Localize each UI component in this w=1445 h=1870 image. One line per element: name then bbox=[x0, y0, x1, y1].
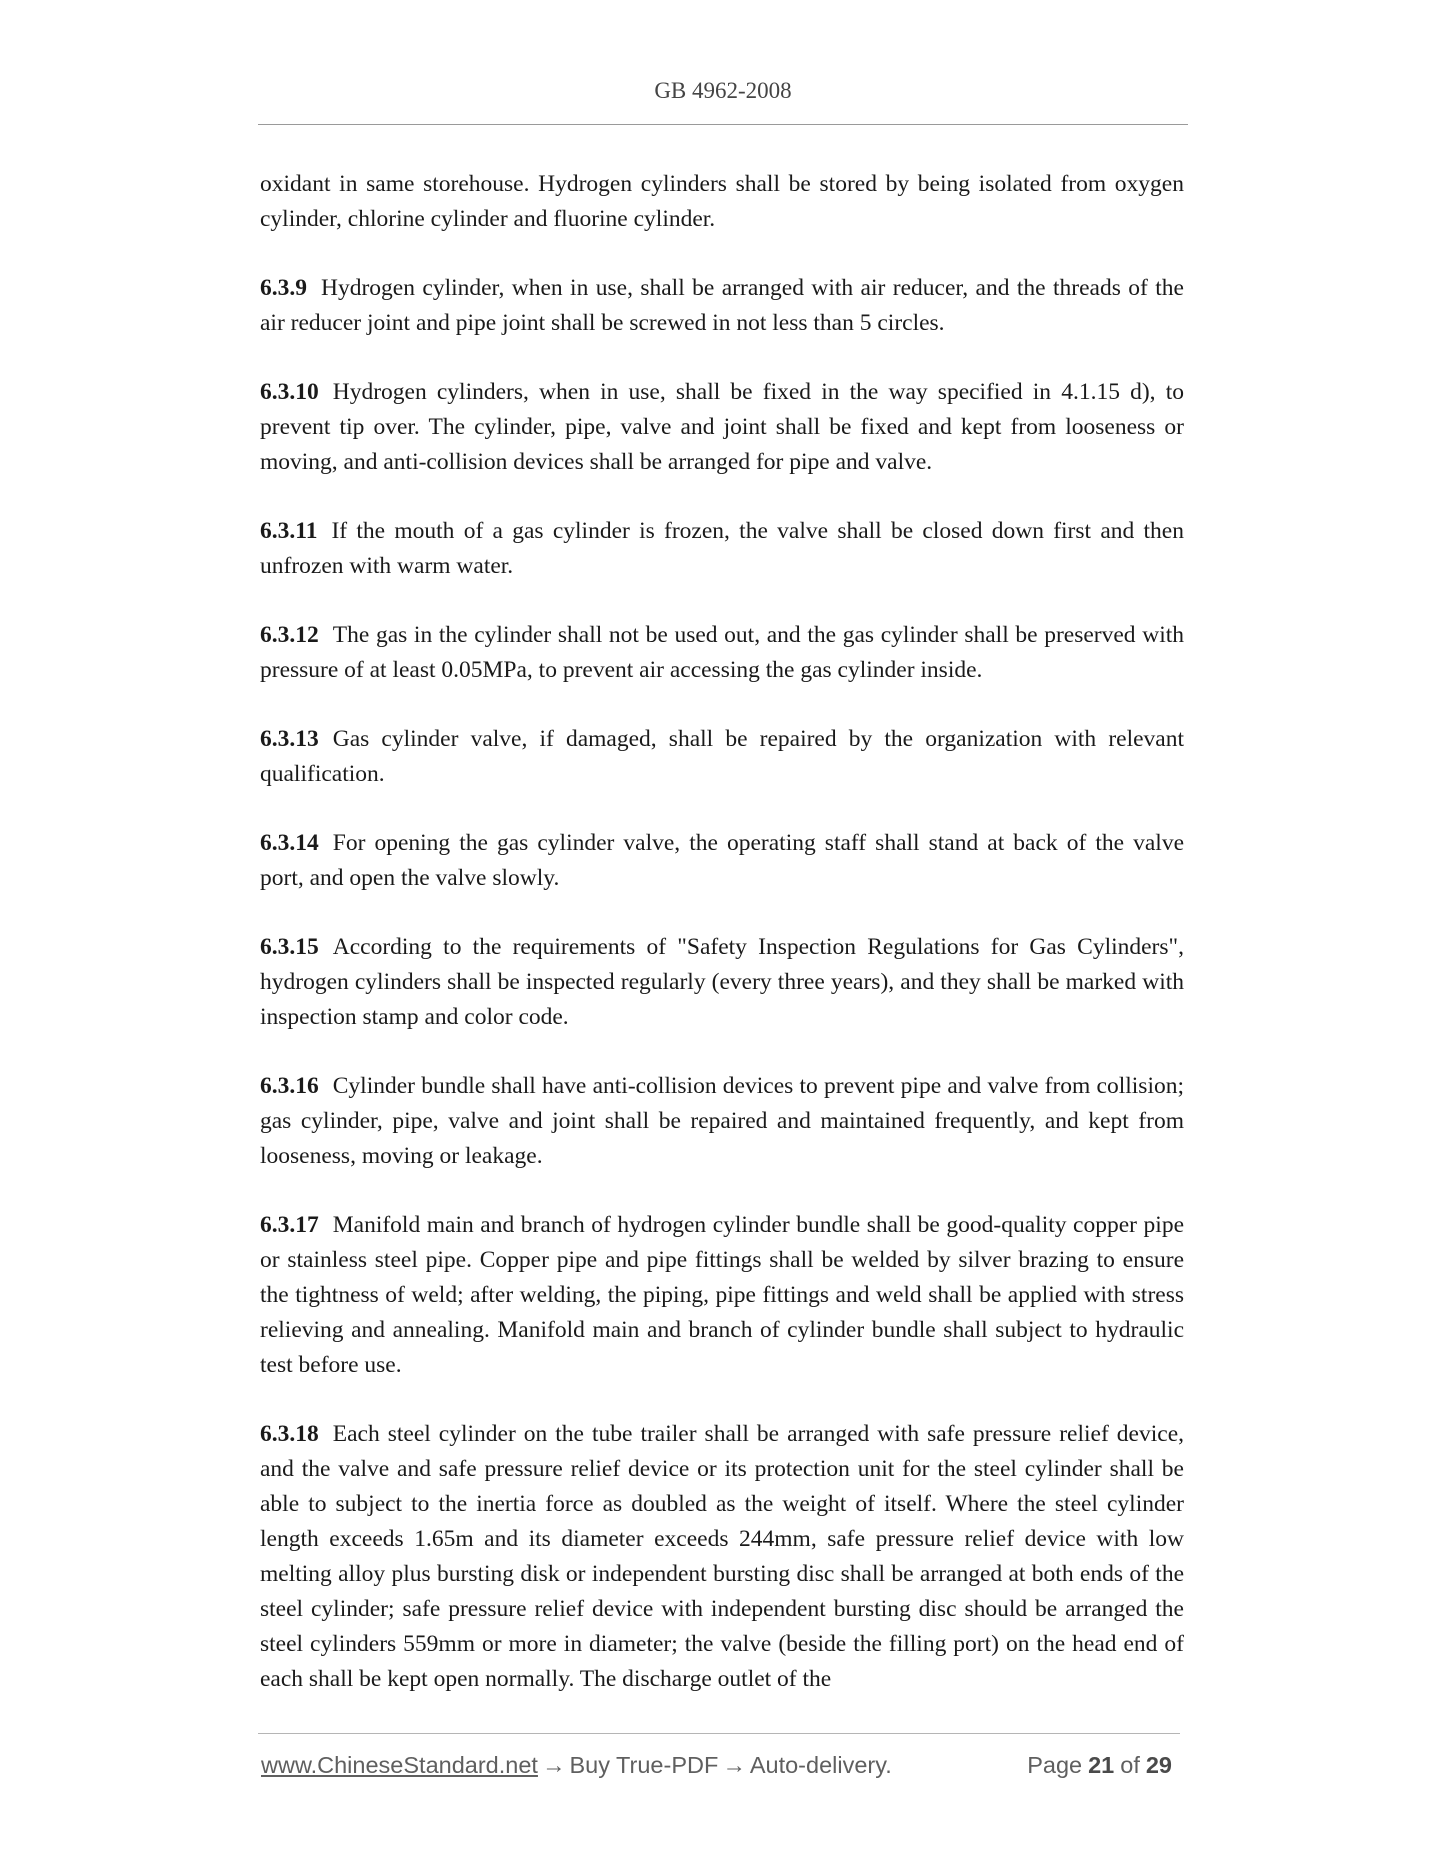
clause-text: Hydrogen cylinder, when in use, shall be arranged with air reducer, and the threads of the air reducer joint and pipe joint shall be screwed in not less than 5 circles. bbox=[260, 275, 1184, 336]
arrow-right-icon: → bbox=[541, 1752, 566, 1778]
clause-6-3-15 bbox=[260, 930, 1184, 1035]
clause-text: If the mouth of a gas cylinder is frozen, the valve shall be closed down first and then unfrozen with warm water. bbox=[260, 518, 1184, 579]
clause-6-3-16 bbox=[260, 1069, 1184, 1174]
auto-delivery-text: Auto-delivery. bbox=[749, 1752, 892, 1778]
clause-text: According to the requirements of "Safety Inspection Regulations for Gas Cylinders", hydrogen cylinders shall be inspected regularly (every three years), and they shall be marked with inspection stamp and color code. bbox=[260, 934, 1184, 1030]
clause-text: Cylinder bundle shall have anti-collision devices to prevent pipe and valve from collision; gas cylinder, pipe, valve and joint shall be repaired and maintained frequently, and kept from looseness, moving or leakage. bbox=[260, 1073, 1184, 1169]
clause-number: 6.3.12 bbox=[260, 622, 319, 648]
clause-6-3-10 bbox=[260, 375, 1184, 480]
buy-true-pdf-text: Buy True-PDF bbox=[569, 1752, 719, 1778]
clause-6-3-14 bbox=[260, 826, 1184, 896]
clause-6-3-17 bbox=[260, 1208, 1184, 1383]
clause-6-3-12 bbox=[260, 618, 1184, 688]
page-indicator bbox=[1027, 1752, 1178, 1779]
clause-6-3-13 bbox=[260, 722, 1184, 792]
clause-6-3-11 bbox=[260, 514, 1184, 584]
clause-number: 6.3.15 bbox=[260, 934, 319, 960]
clause-text: Each steel cylinder on the tube trailer shall be arranged with safe pressure relief device, and the valve and safe pressure relief device or its protection unit for the steel cylinder shall be able to subject to the inertia force as doubled as the weight of itself. Where the steel cylinder length exceeds 1.65m and its diameter exceeds 244mm, safe pressure relief device with low melting alloy plus bursting disk or independent bursting disc shall be arranged at both ends of the steel cylinder; safe pressure relief device with independent bursting disc should be arranged the steel cylinders 559mm or more in diameter; the valve (beside the filling port) on the head end of each shall be kept open normally. The discharge outlet of the bbox=[260, 1421, 1184, 1692]
clause-6-3-9 bbox=[260, 271, 1184, 341]
clause-6-3-18 bbox=[260, 1417, 1184, 1697]
paragraph-text: oxidant in same storehouse. Hydrogen cylinders shall be stored by being isolated from oxygen cylinder, chlorine cylinder and fluorine cylinder. bbox=[260, 171, 1184, 232]
website-link[interactable]: www.ChineseStandard.net bbox=[261, 1752, 538, 1778]
total-pages-number: 29 bbox=[1145, 1752, 1172, 1778]
clause-number: 6.3.11 bbox=[260, 518, 318, 544]
arrow-right-icon: → bbox=[722, 1752, 746, 1778]
page-label: Page bbox=[1027, 1752, 1083, 1778]
document-body bbox=[260, 167, 1184, 1697]
clause-text: Hydrogen cylinders, when in use, shall be fixed in the way specified in 4.1.15 d), to prevent tip over. The cylinder, pipe, valve and joint shall be fixed and kept from looseness or moving, and anti-collision devices shall be arranged for pipe and valve. bbox=[260, 379, 1184, 475]
current-page-number: 21 bbox=[1088, 1752, 1115, 1778]
clause-number: 6.3.17 bbox=[260, 1212, 319, 1238]
clause-text: Manifold main and branch of hydrogen cylinder bundle shall be good-quality copper pipe or stainless steel pipe. Copper pipe and pipe fittings shall be welded by silver brazing to ensure the tightness of weld; after welding, the piping, pipe fittings and weld shall be applied with stress relieving and annealing. Manifold main and branch of cylinder bundle shall subject to hydraulic test before use. bbox=[260, 1212, 1184, 1378]
header-divider bbox=[258, 124, 1188, 125]
clause-number: 6.3.16 bbox=[260, 1073, 319, 1099]
clause-number: 6.3.10 bbox=[260, 379, 319, 405]
clause-text: Gas cylinder valve, if damaged, shall be repaired by the organization with relevant qualification. bbox=[260, 726, 1184, 787]
clause-number: 6.3.14 bbox=[260, 830, 319, 856]
page-of-label: of bbox=[1120, 1752, 1140, 1778]
footer-divider bbox=[258, 1733, 1180, 1734]
footer-promo bbox=[261, 1752, 892, 1779]
clause-number: 6.3.13 bbox=[260, 726, 319, 752]
paragraph-continuation bbox=[260, 167, 1184, 237]
page-footer bbox=[261, 1752, 1181, 1786]
clause-number: 6.3.9 bbox=[260, 275, 307, 301]
clause-number: 6.3.18 bbox=[260, 1421, 319, 1447]
document-header-title: GB 4962-2008 bbox=[654, 78, 792, 103]
clause-text: For opening the gas cylinder valve, the operating staff shall stand at back of the valve port, and open the valve slowly. bbox=[260, 830, 1184, 891]
clause-text: The gas in the cylinder shall not be used out, and the gas cylinder shall be preserved with pressure of at least 0.05MPa, to prevent air accessing the gas cylinder inside. bbox=[260, 622, 1184, 683]
